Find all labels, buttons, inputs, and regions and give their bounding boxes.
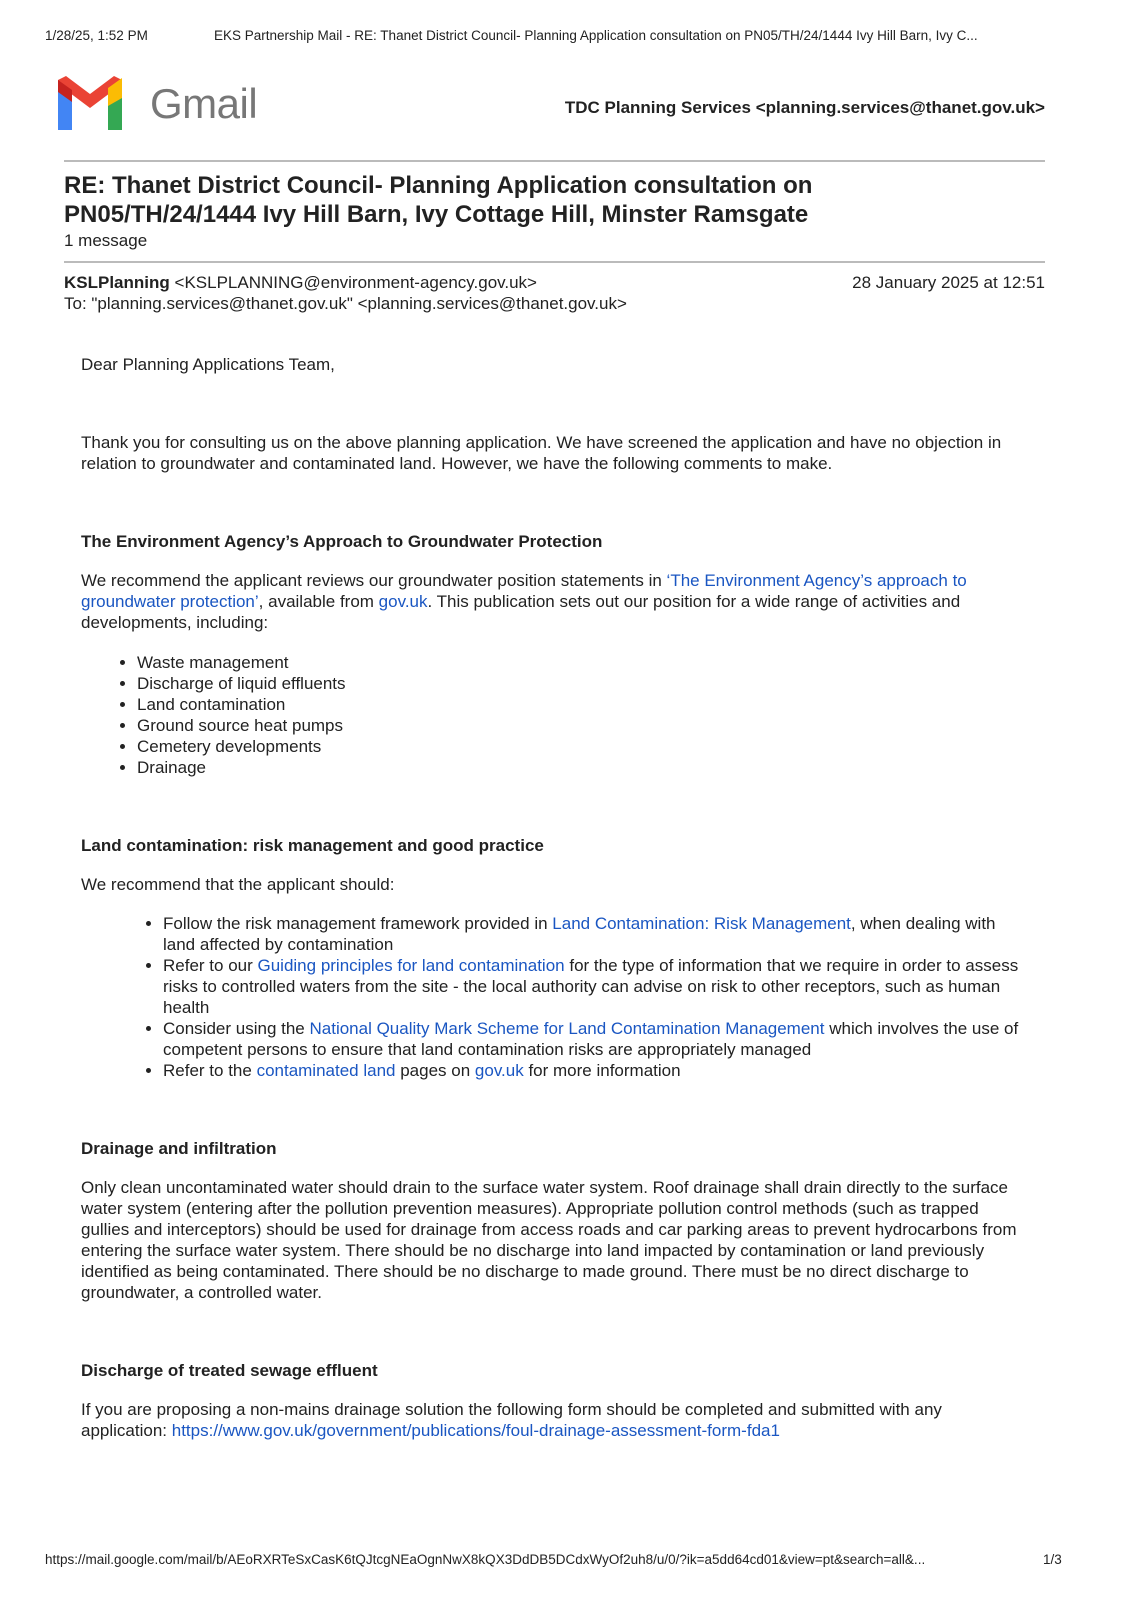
fda1-form-link[interactable]: https://www.gov.uk/government/publications/foul-drainage-assessment-form-fda1 [171,1421,780,1440]
list-item: • Cemetery developments [137,736,1031,757]
text: . This publication sets out our position for a wide range of activities and developments, including: [81,592,961,632]
text: for the type of information that we require in order to assess risks to controlled waters from the site - the local authority can advise on risk to other receptors, such as human health [163,956,1019,1017]
sender-email: <KSLPLANNING@environment-agency.gov.uk> [174,273,537,292]
list-item: • Land contamination [137,694,1031,715]
guiding-principles-link[interactable]: Guiding principles for land contamination [257,956,565,975]
text: We recommend the applicant reviews our groundwater position statements in [81,571,667,590]
text: If you are proposing a non-mains drainage solution the following form should be completed and submitted with any application: [81,1400,942,1440]
message-body [81,354,1031,1441]
groundwater-paragraph [81,570,1031,633]
message-from [64,272,1045,293]
intro-paragraph: Thank you for consulting us on the above planning application. We have screened the application and have no objection in relation to groundwater and contaminated land. However, we have the following comments to make. [81,433,1002,473]
list-item: • Drainage [137,757,1031,778]
gmail-wordmark: Gmail [150,80,258,127]
divider [64,160,1045,162]
recommend-intro: We recommend that the applicant should: [81,875,395,894]
text: which involves the use of competent persons to ensure that land contamination risks are appropriately managed [163,1019,1019,1059]
list-item: • Ground source heat pumps [137,715,1031,736]
text: , when dealing with land affected by contamination [163,914,996,954]
divider [64,261,1045,263]
list-item [163,955,1031,1018]
groundwater-protection-link[interactable]: ‘The Environment Agency’s approach to groundwater protection’ [81,571,967,611]
text: , available from [258,592,379,611]
subject-line-1: RE: Thanet District Council- Planning Application consultation on [64,172,813,199]
section-heading: The Environment Agency’s Approach to Groundwater Protection [81,532,603,551]
print-datetime: 1/28/25, 1:52 PM [45,28,148,43]
sender-name: KSLPlanning [64,273,170,292]
gmail-logo [56,76,256,134]
risk-management-link[interactable]: Land Contamination: Risk Management [552,914,851,933]
account-label: TDC Planning Services <planning.services@thanet.gov.uk> [564,98,1045,117]
text: for more information [523,1061,681,1080]
message-count: 1 message [64,231,148,250]
recommendations-list [81,913,1031,1081]
sewage-paragraph [81,1399,1011,1441]
gov-uk-link[interactable]: gov.uk [474,1061,524,1080]
page-number: 1/3 [1043,1552,1062,1567]
gov-uk-link[interactable]: gov.uk [378,592,428,611]
print-url: https://mail.google.com/mail/b/AEoRXRTeSxCasK6tQJtcgNEaOgnNwX8kQX3DdDB5DCdxWyOf2uh8/u/0/?ik=a5dd64cd01&view=pt&search=all&... [45,1552,926,1567]
section-heading: Land contamination: risk management and good practice [81,836,544,855]
contaminated-land-link[interactable]: contaminated land [256,1061,396,1080]
section-heading: Drainage and infiltration [81,1139,277,1158]
national-quality-mark-link[interactable]: National Quality Mark Scheme for Land Contamination Management [309,1019,825,1038]
message-date: 28 January 2025 at 12:51 [852,273,1045,292]
text: Refer to our [163,956,258,975]
greeting: Dear Planning Applications Team, [81,355,335,374]
print-page-title: EKS Partnership Mail - RE: Thanet District Council- Planning Application consultation on PN05/TH/24/1444 Ivy Hill Barn, Ivy C... [214,28,978,43]
text: Follow the risk management framework provided in [163,914,553,933]
drainage-paragraph: Only clean uncontaminated water should drain to the surface water system. Roof drainage shall drain directly to the surface water system (entering after the pollution prevention measures). Appropriate pollution control methods (such as trapped gullies and interceptors) should be used for drainage from access roads and car parking areas to prevent hydrocarbons from entering the surface water system. There should be no discharge into land impacted by contamination or land previously identified as being contaminated. There should be no discharge to made ground. There must be no direct discharge to groundwater, a controlled water. [81,1178,1017,1302]
list-item [163,913,1031,955]
text: Consider using the [163,1019,310,1038]
subject-line-2: PN05/TH/24/1444 Ivy Hill Barn, Ivy Cottage Hill, Minster Ramsgate [64,201,809,228]
text: pages on [395,1061,475,1080]
list-item [163,1060,1031,1081]
list-item: • Waste management [137,652,1031,673]
list-item [163,1018,1031,1060]
list-item: • Discharge of liquid effluents [137,673,1031,694]
message-to: To: "planning.services@thanet.gov.uk" <planning.services@thanet.gov.uk> [64,294,627,313]
section-heading: Discharge of treated sewage effluent [81,1361,378,1380]
text: Refer to the [163,1061,257,1080]
thread-subject [64,171,964,229]
gmail-m-icon [56,76,124,134]
activities-list [81,652,1031,778]
